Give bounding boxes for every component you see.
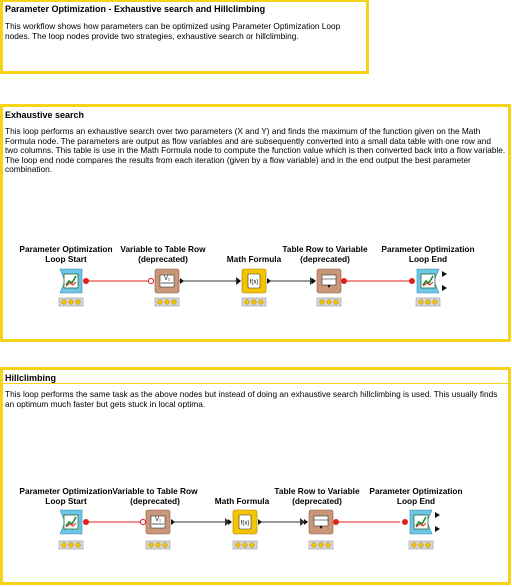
svg-text:▼: ▼ [326, 284, 332, 290]
data-out-port-1 [442, 271, 447, 277]
table-row-to-variable-node [312, 269, 347, 306]
data-out-port [171, 519, 175, 525]
node-label-loop-end[interactable]: Parameter Optimization Loop End [369, 486, 463, 506]
data-in-port [304, 519, 308, 525]
table-row-to-variable-node [304, 510, 339, 549]
node-status-icon [146, 541, 170, 549]
node-status-icon [59, 298, 83, 306]
node-label-loop-start[interactable]: Parameter Optimization Loop Start [19, 486, 113, 506]
v1-glyph: V₁ [154, 517, 162, 523]
parameter-optimization-loop-end-node [409, 269, 447, 306]
data-in-port [312, 278, 316, 284]
flow-variable-out-port [341, 278, 347, 284]
parameter-optimization-loop-start-node [59, 269, 89, 306]
node-status-icon [242, 298, 266, 306]
parameter-optimization-loop-end-node [402, 510, 440, 549]
data-out-port [267, 278, 271, 284]
variable-to-table-row-node [148, 269, 184, 306]
variable-to-table-row-node [140, 510, 175, 549]
math-formula-node [237, 269, 271, 306]
data-out-port [258, 519, 262, 525]
data-in-port [228, 519, 232, 525]
node-status-icon [59, 541, 83, 549]
svg-text:▼: ▼ [318, 525, 324, 531]
node-label-table-row-to-variable[interactable]: Table Row to Variable (deprecated) [282, 244, 368, 264]
flow-variable-in-port [140, 519, 145, 524]
flow-variable-in-port [402, 519, 408, 525]
parameter-optimization-loop-start-node [59, 510, 89, 549]
node-label-math-formula[interactable]: Math Formula [226, 254, 282, 264]
node-status-icon [317, 298, 341, 306]
annotation-text: This workflow shows how parameters can be optimized using Parameter Optimization Loop nodes. The loop nodes provide two strategies, exhaustive search or hillclimbing. [5, 21, 341, 41]
node-status-icon [309, 541, 333, 549]
data-out-port-1 [435, 512, 440, 518]
annotation-title: Parameter Optimization - Exhaustive search and Hillclimbing [5, 4, 266, 14]
annotation-title: Exhaustive search [5, 110, 85, 120]
v1-glyph: V₁ [163, 276, 171, 282]
node-status-icon [409, 541, 433, 549]
fx-glyph: f(x) [240, 520, 250, 527]
hillclimbing-workflow [59, 510, 440, 549]
data-out-port-2 [442, 285, 447, 291]
node-status-icon [233, 541, 257, 549]
node-label-loop-start[interactable]: Parameter Optimization Loop Start [19, 244, 113, 264]
data-out-port-2 [435, 526, 440, 532]
flow-variable-port [83, 519, 89, 525]
node-label-math-formula[interactable]: Math Formula [214, 496, 270, 506]
annotation-text: This loop performs the same task as the above nodes but instead of doing an exhaustive search hillclimbing is used. This usually finds an optimum much faster but gets stuck in local optima. [5, 389, 498, 409]
data-out-port [180, 278, 184, 284]
flow-variable-in-port [409, 278, 415, 284]
flow-variable-in-port [148, 278, 153, 283]
flow-variable-out-port [333, 519, 339, 525]
node-label-table-row-to-variable[interactable]: Table Row to Variable (deprecated) [274, 486, 360, 506]
annotation-text: This loop performs an exhaustive search over two parameters (X and Y) and finds the maximum of the function given on the Math Formula node. The parameters are output as flow variables and are subsequently converted into a small data table with one row and two columns. This table is use in the Math Formula node to compute the function value which is then converted back into a flow variable. The loop end node compares the results from each iteration (given by a flow variable) and in the end output the best parameter combination. [5, 126, 506, 175]
node-status-icon [155, 298, 179, 306]
flow-variable-port [83, 278, 89, 284]
data-in-port [237, 278, 241, 284]
node-label-variable-to-table-row[interactable]: Variable to Table Row (deprecated) [112, 486, 198, 506]
annotation-title: Hillclimbing [5, 373, 57, 383]
node-label-loop-end[interactable]: Parameter Optimization Loop End [381, 244, 475, 264]
exhaustive-search-workflow [59, 269, 447, 306]
math-formula-node [228, 510, 262, 549]
fx-glyph: f(x) [249, 279, 259, 286]
node-status-icon [416, 298, 440, 306]
node-label-variable-to-table-row[interactable]: Variable to Table Row (deprecated) [120, 244, 206, 264]
